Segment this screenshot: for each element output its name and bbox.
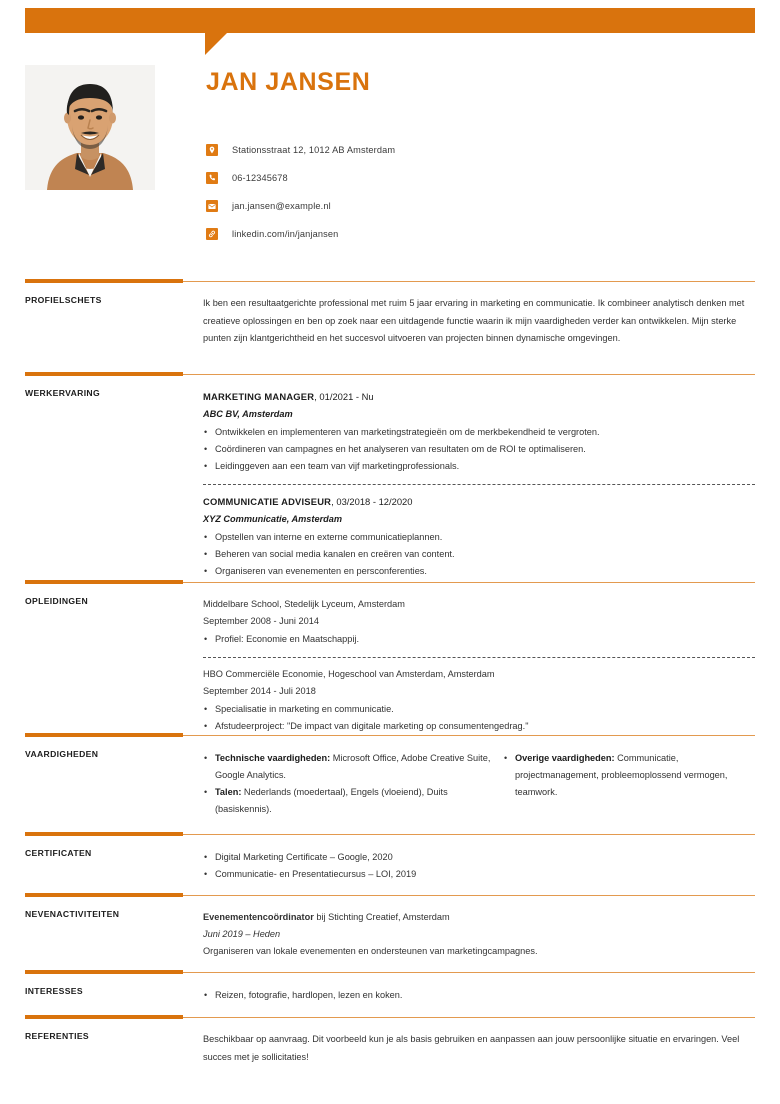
activity-role: Evenementencoördinator [203,912,314,922]
skill-label: Talen: [215,787,242,797]
interests-list [203,987,755,1004]
skills-column-right [503,749,755,818]
activity-heading [203,909,755,926]
divider-thin [183,895,755,896]
job-title: MARKETING MANAGER [203,391,315,402]
contact-row-linkedin[interactable] [206,220,606,248]
references-text: Beschikbaar op aanvraag. Dit voorbeeld kun je als basis gebruiken en aanpassen aan jouw persoonlijke situatie en ervaringen. Veel succes met je sollicitaties! [203,1034,740,1062]
education-period: September 2008 - Juni 2014 [203,616,319,626]
list-item: • Beheren van social media kanalen en creëren van content. [203,546,755,563]
header-banner-notch-icon [205,33,227,55]
section-interests [0,970,780,1004]
experience-entry [203,388,755,475]
section-extracurricular [0,893,780,960]
list-item [203,784,503,818]
profile-text: Ik ben een resultaatgerichte professional met ruim 5 jaar ervaring in marketing en communicatie. Ik combineer analytisch denken met creatieve oplossingen en ben op zoek naar een uitdagende functie waarin ik mijn vaardigheden verder kan ontwikkelen. Mijn sterke punten zijn klantgerichtheid en het succesvol uitvoeren van projecten binnen dynamische omgevingen. [203,298,745,343]
activity-period: Juni 2019 – Heden [203,929,281,939]
skill-label: Technische vaardigheden: [215,753,331,763]
skills-column-left [203,749,503,818]
list-item: • Coördineren van campagnes en het analyseren van resultaten om de ROI te optimaliseren. [203,441,755,458]
section-label-experience: WERKERVARING [25,388,101,398]
envelope-icon [206,200,218,212]
divider-thin [183,972,755,973]
profile-photo [25,65,155,190]
education-school: HBO Commerciële Economie, Hogeschool van Amsterdam, Amsterdam [203,669,495,679]
list-item: • Opstellen van interne en externe communicatieplannen. [203,529,755,546]
divider-thin [183,582,755,583]
skills-list-left [203,750,503,818]
divider-thin [183,281,755,282]
activity-description: Organiseren van lokale evenementen en ondersteunen van marketingcampagnes. [203,946,538,956]
list-item: • Leidinggeven aan een team van vijf marketingprofessionals. [203,458,755,475]
section-label-references: REFERENTIES [25,1031,90,1041]
section-label-skills: VAARDIGHEDEN [25,749,99,759]
divider-thick [25,372,183,376]
education-bullets [203,701,755,735]
list-item: • Ontwikkelen en implementeren van marketingstrategieën om de merkbekendheid te vergroten. [203,424,755,441]
section-label-extracurricular: NEVENACTIVITEITEN [25,909,120,919]
divider-thin [183,1017,755,1018]
contact-address: Stationsstraat 12, 1012 AB Amsterdam [232,145,396,155]
section-references [0,1015,780,1066]
list-item: • Communicatie- en Presentatiecursus – LOI, 2019 [203,866,755,883]
job-organisation: XYZ Communicatie, Amsterdam [203,514,343,524]
job-organisation: ABC BV, Amsterdam [203,409,293,419]
divider-thick [25,832,183,836]
candidate-name: JAN JANSEN [206,68,371,96]
job-bullets [203,424,755,475]
header-banner [25,8,755,33]
entry-separator [203,484,755,485]
section-profile [0,279,780,348]
job-heading [203,388,755,405]
list-item [203,750,503,784]
section-label-profile: PROFIELSCHETS [25,295,102,305]
divider-thick [25,580,183,584]
location-pin-icon [206,144,218,156]
contact-list [206,136,606,248]
list-item: • Digital Marketing Certificate – Google, 2020 [203,849,755,866]
divider-thick [25,1015,183,1019]
contact-row-phone[interactable] [206,164,606,192]
phone-icon [206,172,218,184]
list-item [503,750,755,801]
skill-value: Nederlands (moedertaal), Engels (vloeiend), Duits (basiskennis). [215,787,448,814]
experience-entry [203,493,755,580]
list-item: • Profiel: Economie en Maatschappij. [203,631,755,648]
education-entry [203,596,755,648]
skills-list-right [503,750,755,801]
list-item: • Reizen, fotografie, hardlopen, lezen en koken. [203,987,755,1004]
section-skills [0,733,780,818]
divider-thin [183,834,755,835]
education-bullets [203,631,755,648]
section-label-education: OPLEIDINGEN [25,596,89,606]
divider-thick [25,733,183,737]
list-item: • Afstudeerproject: "De impact van digitale marketing op consumentengedrag." [203,718,755,735]
job-period: , 01/2021 - Nu [314,391,374,402]
skill-label: Overige vaardigheden: [515,753,615,763]
contact-phone: 06-12345678 [232,173,288,183]
contact-linkedin: linkedin.com/in/janjansen [232,229,339,239]
section-certificates [0,832,780,883]
job-heading [203,493,755,510]
certificates-list [203,849,755,883]
link-icon [206,228,218,240]
skill-value: Microsoft Office, Adobe Creative Suite, Google Analytics. [215,753,491,780]
contact-email: jan.jansen@example.nl [232,201,331,211]
section-label-certificates: CERTIFICATEN [25,848,92,858]
list-item: • Organiseren van evenementen en persconferenties. [203,563,755,580]
job-bullets [203,529,755,580]
contact-row-email[interactable] [206,192,606,220]
job-title: COMMUNICATIE ADVISEUR [203,496,332,507]
list-item: • Specialisatie in marketing en communicatie. [203,701,755,718]
section-experience [0,372,780,580]
activity-org: bij Stichting Creatief, Amsterdam [313,912,450,922]
divider-thick [25,893,183,897]
education-school: Middelbare School, Stedelijk Lyceum, Amsterdam [203,599,405,609]
section-education [0,580,780,735]
skill-value: Communicatie, projectmanagement, probleemoplossend vermogen, teamwork. [515,753,728,797]
education-period: September 2014 - Juli 2018 [203,686,316,696]
divider-thin [183,735,755,736]
education-entry [203,666,755,735]
divider-thick [25,970,183,974]
job-period: , 03/2018 - 12/2020 [331,496,413,507]
divider-thick [25,279,183,283]
skills-columns [203,749,755,818]
contact-row-address[interactable] [206,136,606,164]
entry-separator [203,657,755,658]
section-label-interests: INTERESSES [25,986,83,996]
divider-thin [183,374,755,375]
